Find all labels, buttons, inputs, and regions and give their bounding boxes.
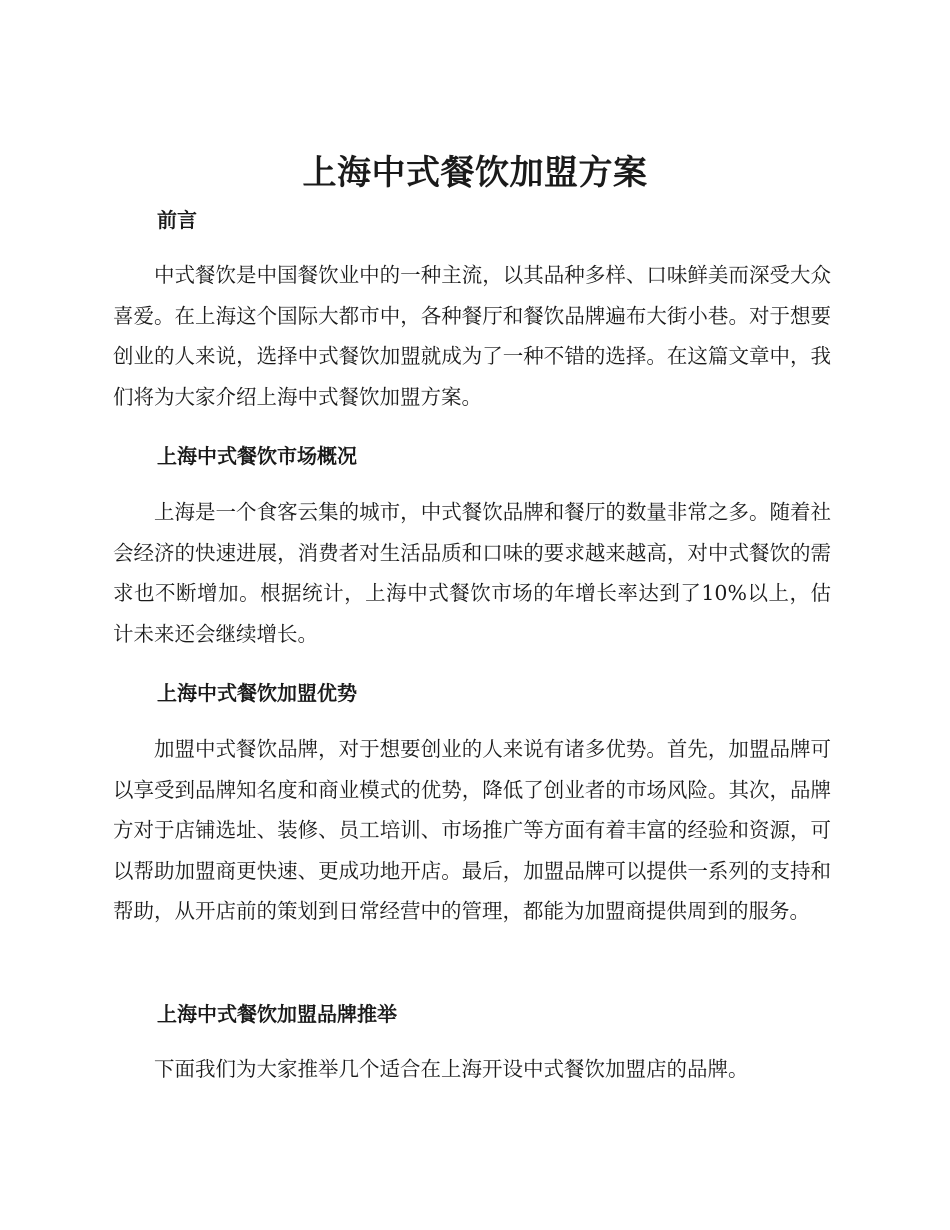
- section-paragraph-franchise-advantages: 加盟中式餐饮品牌，对于想要创业的人来说有诸多优势。首先，加盟品牌可以享受到品牌知名度和商业模式的优势，降低了创业者的市场风险。其次，品牌方对于店铺选址、装修、员工培训、市场推广等方面有着丰富的经验和资源，可以帮助加盟商更快速、更成功地开店。最后，加盟品牌可以提供一系列的支持和帮助，从开店前的策划到日常经营中的管理，都能为加盟商提供周到的服务。: [113, 737, 831, 923]
- section-heading-preface: 前言: [157, 208, 197, 232]
- section-paragraph-brand-recommendations: 下面我们为大家推举几个适合在上海开设中式餐饮加盟店的品牌。: [154, 1057, 749, 1081]
- section-heading-market-overview: 上海中式餐饮市场概况: [157, 444, 357, 468]
- document-title: 上海中式餐饮加盟方案: [302, 153, 648, 193]
- section-heading-franchise-advantages: 上海中式餐饮加盟优势: [157, 681, 357, 705]
- section-paragraph-market-overview: 上海是一个食客云集的城市，中式餐饮品牌和餐厅的数量非常之多。随着社会经济的快速进展，消费者对生活品质和口味的要求越来越高，对中式餐饮的需求也不断增加。根据统计，上海中式餐饮市场的年增长率达到了10%以上，估计未来还会继续增长。: [113, 500, 831, 646]
- section-paragraph-preface: 中式餐饮是中国餐饮业中的一种主流，以其品种多样、口味鲜美而深受大众喜爱。在上海这个国际大都市中，各种餐厅和餐饮品牌遍布大街小巷。对于想要创业的人来说，选择中式餐饮加盟就成为了一种不错的选择。在这篇文章中，我们将为大家介绍上海中式餐饮加盟方案。: [113, 263, 831, 409]
- section-heading-brand-recommendations: 上海中式餐饮加盟品牌推举: [157, 1002, 397, 1026]
